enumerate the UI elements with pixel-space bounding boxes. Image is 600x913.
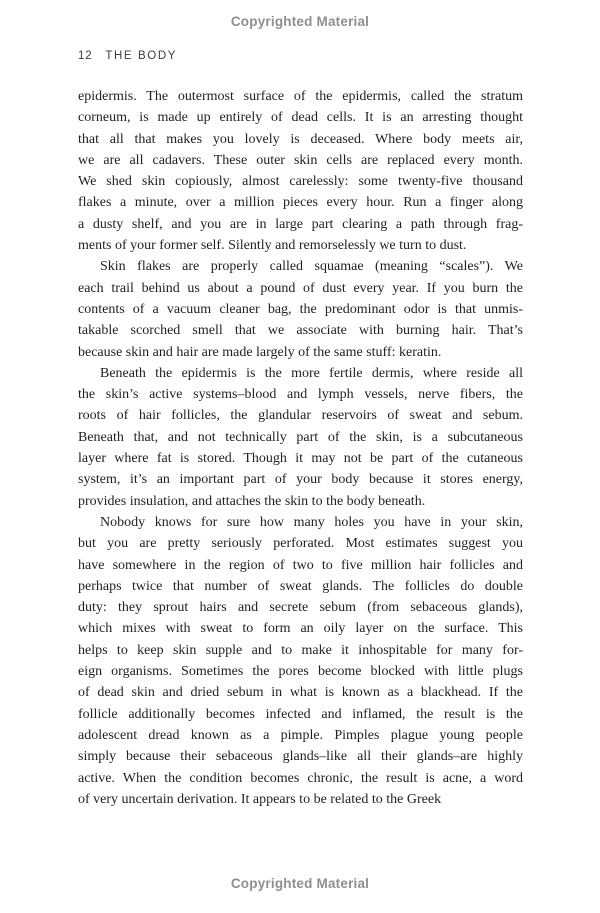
text-line: which mixes with sweat to form an oily layer on the surface. This (78, 621, 523, 637)
text-line: active. When the condition becomes chronic, the result is acne, a word (78, 770, 523, 786)
text-line: flakes a minute, over a million pieces every hour. Run a finger along (78, 195, 523, 211)
text-line: system, it’s an important part of your body because it stores energy, (78, 472, 523, 488)
text-line: that all that makes you lovely is deceased. Where body meets air, (78, 131, 523, 147)
page-number: 12 (78, 50, 93, 62)
text-line: eign organisms. Sometimes the pores become blocked with little plugs (78, 664, 523, 680)
text-line: contents of a vacuum cleaner bag, the predominant odor is that unmis- (78, 301, 523, 317)
text-line: Beneath that, and not technically part of the skin, is a subcutaneous (78, 429, 523, 445)
text-line: takable scorched smell that we associate with burning hair. That’s (78, 323, 523, 339)
text-line: a dusty shelf, and you are in large part clearing a path through frag- (78, 216, 523, 232)
text-line: each trail behind us about a pound of dust every year. If you burn the (78, 280, 523, 296)
text-line: we are all cadavers. These outer skin cells are replaced every month. (78, 152, 523, 168)
text-line: of very uncertain derivation. It appears to be related to the Greek (78, 791, 442, 807)
text-line: simply because their sebaceous glands–like all their glands–are highly (78, 749, 523, 765)
running-title: THE BODY (105, 50, 177, 62)
text-line: helps to keep skin supple and to make it inhospitable for many for- (78, 642, 523, 658)
text-line: layer where fat is stored. Though it may not be part of the cutaneous (78, 451, 523, 467)
text-line: epidermis. The outermost surface of the epidermis, called the stratum (78, 89, 523, 104)
text-line: have somewhere in the region of two to five million hair follicles and (78, 557, 523, 573)
text-line: because skin and hair are made largely of the same stuff: keratin. (78, 344, 442, 360)
text-line: duty: they sprout hairs and secrete sebum (from sebaceous glands), (78, 600, 523, 616)
page-header (78, 50, 177, 62)
text-line: of dead skin and dried sebum in what is known as a blackhead. If the (78, 685, 523, 701)
text-line: provides insulation, and attaches the skin to the body beneath. (78, 493, 426, 509)
text-line: We shed skin copiously, almost carelessly: some twenty-five thousand (78, 174, 523, 190)
text-line: perhaps twice that number of sweat glands. The follicles do double (78, 578, 523, 594)
text-line: corneum, is made up entirely of dead cells. It is an arresting thought (78, 110, 523, 126)
text-line: roots of hair follicles, the glandular reservoirs of sweat and sebum. (78, 408, 523, 424)
text-line: Beneath the epidermis is the more fertile dermis, where reside all (100, 365, 523, 381)
text-line: the skin’s active systems–blood and lymph vessels, nerve fibers, the (78, 387, 523, 403)
copyright-notice-bottom: Copyrighted Material (230, 876, 370, 891)
text-line: ments of your former self. Silently and remorselessly we turn to dust. (78, 238, 467, 254)
text-line: adolescent dread known as a pimple. Pimples plague young people (78, 727, 523, 743)
copyright-notice-top: Copyrighted Material (230, 14, 370, 29)
text-line: Skin flakes are properly called squamae (meaning “scales”). We (100, 259, 523, 275)
text-line: Nobody knows for sure how many holes you have in your skin, (100, 514, 523, 530)
text-line: follicle additionally becomes infected and inflamed, the result is the (78, 706, 523, 722)
text-line: but you are pretty seriously perforated. Most estimates suggest you (78, 536, 523, 552)
body-text (78, 86, 523, 810)
